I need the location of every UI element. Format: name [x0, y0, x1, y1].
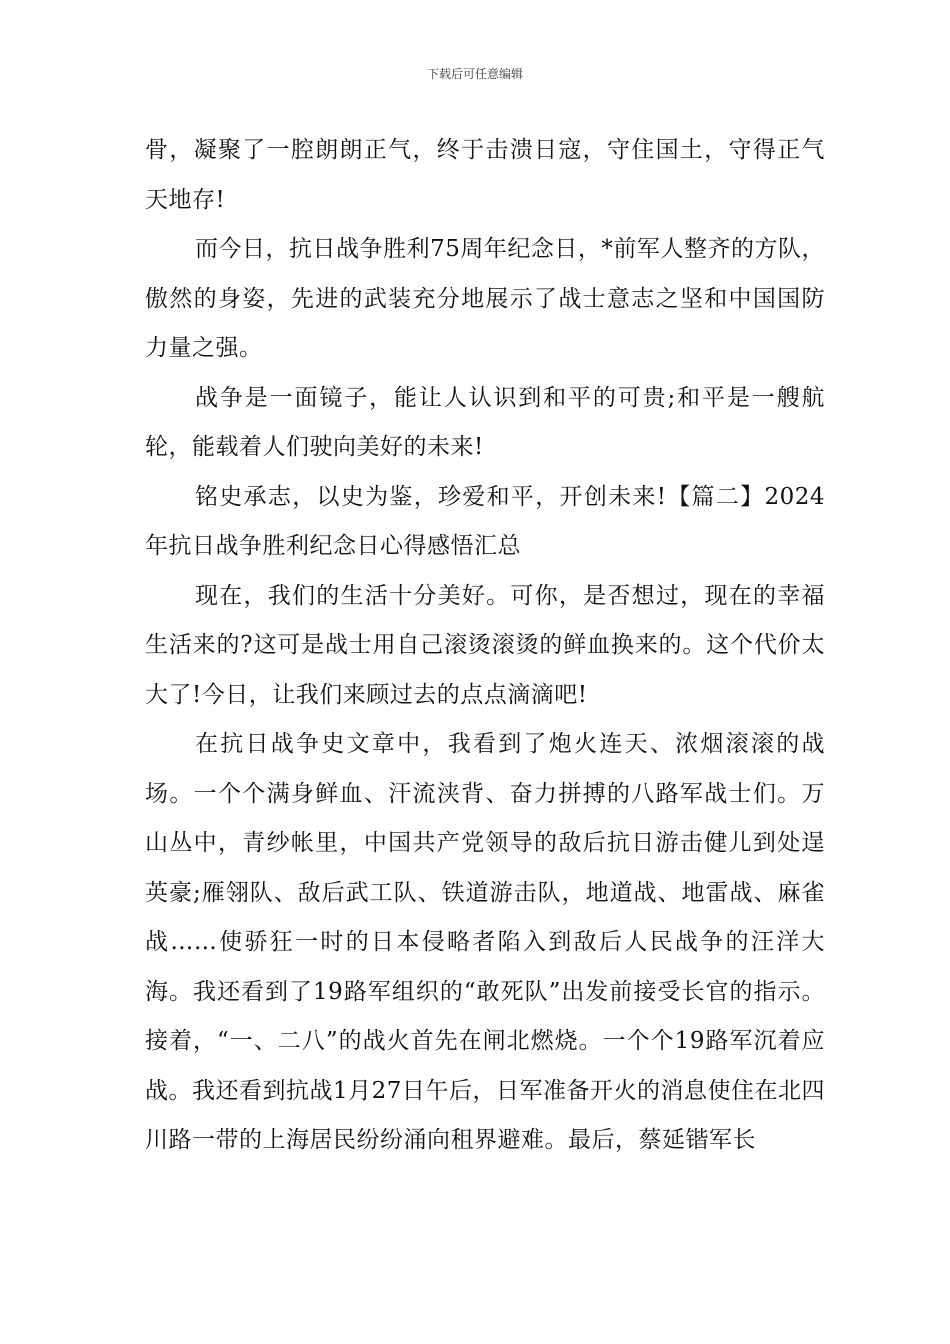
paragraph-4: 铭史承志，以史为鉴，珍爱和平，开创未来!【篇二】2024年抗日战争胜利纪念日心得感悟汇总	[145, 483, 825, 559]
document-body	[145, 126, 825, 1166]
paragraph-3: 战争是一面镜子，能让人认识到和平的可贵;和平是一艘航轮，能载着人们驶向美好的未来!	[145, 384, 825, 460]
paragraph-5: 现在，我们的生活十分美好。可你，是否想过，现在的幸福生活来的?这可是战士用自己滚烫滚烫的鲜血换来的。这个代价太大了!今日，让我们来顾过去的点点滴滴吧!	[145, 582, 825, 708]
paragraph-2: 而今日，抗日战争胜利75周年纪念日，*前军人整齐的方队，傲然的身姿，先进的武装充分地展示了战士意志之坚和中国国防力量之强。	[145, 236, 825, 361]
paragraph-1: 骨，凝聚了一腔朗朗正气，终于击溃日寇，守住国土，守得正气天地存!	[145, 137, 825, 213]
paragraph-6: 在抗日战争史文章中，我看到了炮火连天、浓烟滚滚的战场。一个个满身鲜血、汗流浃背、奋力拼搏的八路军战士们。万山丛中，青纱帐里，中国共产党领导的敌后抗日游击健儿到处逞英豪;雁翎队、敌后武工队、铁道游击队，地道战、地雷战、麻雀战……使骄狂一时的日本侵略者陷入到敌后人民战争的汪洋大海。我还看到了19路军组织的“敢死队”出发前接受长官的指示。接着，“一、二八”的战火首先在闸北燃烧。一个个19路军沉着应战。我还看到抗战1月27日午后，日军准备开火的消息使住在北四川路一带的上海居民纷纷涌向租界避难。最后，蔡延锴军长	[145, 731, 825, 1153]
page-header: 下载后可任意编辑	[426, 67, 523, 81]
